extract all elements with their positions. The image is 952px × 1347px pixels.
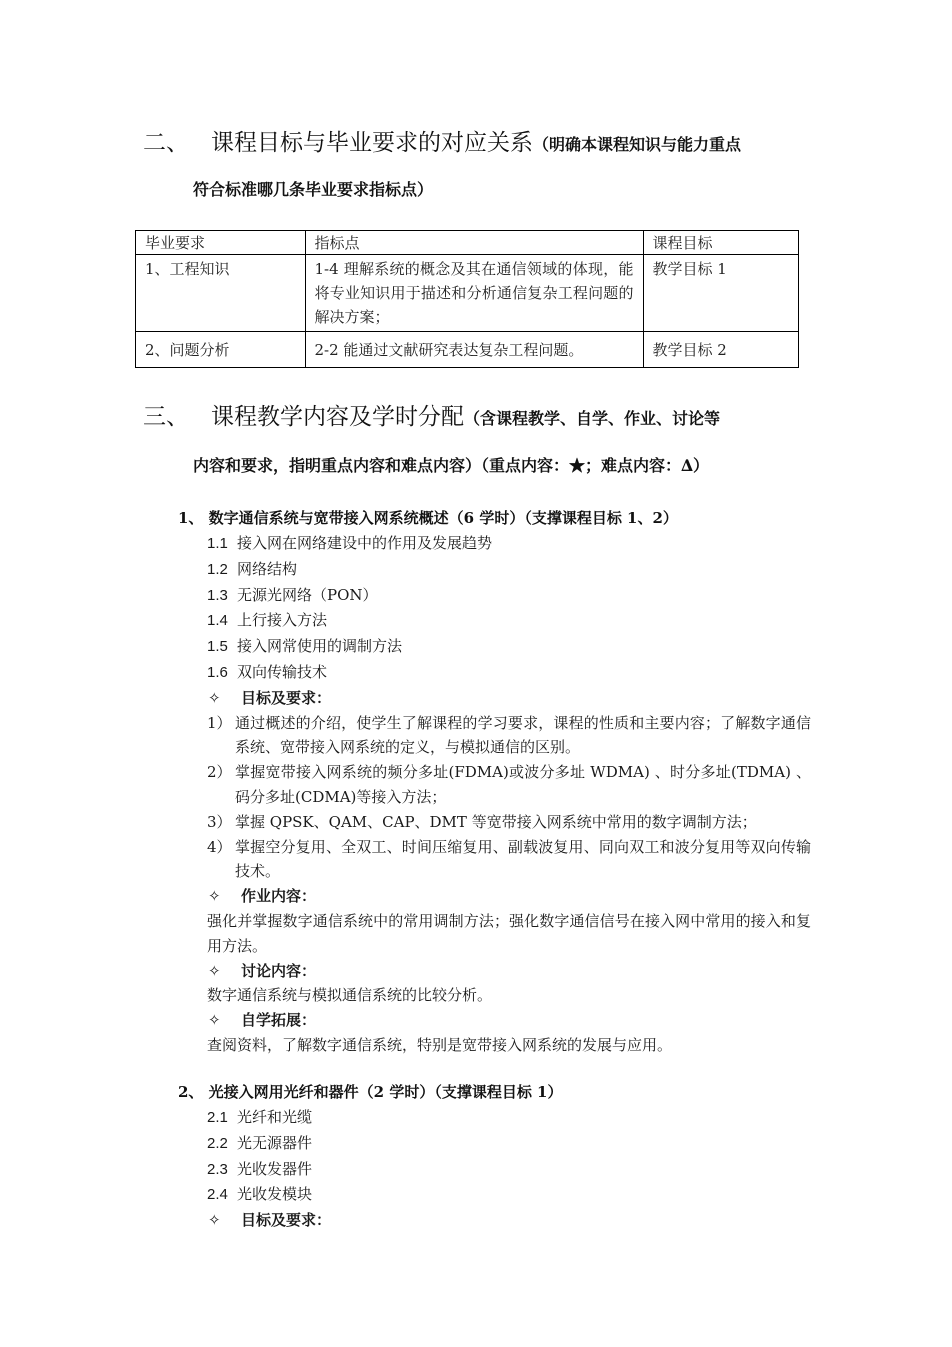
diamond-bullet-icon: ✧: [208, 1011, 221, 1030]
list-item: 1.2 网络结构: [207, 559, 298, 578]
list-item: 1.1 接入网在网络建设中的作用及发展趋势: [207, 534, 493, 552]
chapter-2-body: [207, 1105, 811, 1233]
goal-item: 4） 掌握空分复用、全双工、时间压缩复用、副载波复用、同向双工和波分复用等双向传输技术。: [207, 837, 811, 881]
discussion-text: 数字通信系统与模拟通信系统的比较分析。: [207, 986, 493, 1005]
diamond-bullet-icon: ✧: [208, 1211, 221, 1230]
section-2-title: 课程目标与毕业要求的对应关系: [211, 130, 533, 156]
section-3-note-continued: 内容和要求，指明重点内容和难点内容）（重点内容：★；难点内容：∆）: [193, 456, 710, 475]
table-row: [136, 332, 799, 368]
goals-label: ✧ 目标及要求：: [207, 1208, 811, 1233]
section-2-number: 二、: [143, 130, 189, 156]
table-cell: 1-4 理解系统的概念及其在通信领域的体现，能将专业知识用于描述和分析通信复杂工程问题的解决方案；: [305, 255, 643, 332]
list-item: 2.2 光无源器件: [207, 1133, 313, 1152]
table-cell: 教学目标 1: [643, 255, 798, 332]
table-header-row: [136, 231, 799, 255]
list-item: 1.3 无源光网络（PON）: [207, 585, 378, 604]
list-item: 1.5 接入网常使用的调制方法: [207, 637, 403, 656]
section-3-heading: [143, 402, 823, 481]
section-2-note-continued: 符合标准哪几条毕业要求指标点）: [193, 180, 434, 199]
section-3-note: （含课程教学、自学、作业、讨论等: [464, 409, 721, 428]
homework-text: 强化并掌握数字通信系统中的常用调制方法；强化数字通信信号在接入网中常用的接入和复用方法。: [207, 911, 811, 955]
list-item: 1.6 双向传输技术: [207, 662, 328, 681]
list-item: 1.4 上行接入方法: [207, 611, 328, 630]
table-header-cell: 指标点: [305, 231, 643, 255]
section-3-title: 课程教学内容及学时分配: [211, 404, 464, 430]
goal-item: 2） 掌握宽带接入网系统的频分多址(FDMA)或波分多址 WDMA) 、时分多址(TDMA) 、码分多址(CDMA)等接入方法；: [207, 763, 811, 806]
table-cell: 1、工程知识: [136, 255, 306, 332]
table-row: [136, 255, 799, 332]
table-cell: 2、问题分析: [136, 332, 306, 368]
goal-item: 3） 掌握 QPSK、QAM、CAP、DMT 等宽带接入网系统中常用的数字调制方法；: [207, 812, 757, 831]
table-cell: 2-2 能通过文献研究表达复杂工程问题。: [305, 332, 643, 368]
list-item: 2.4 光收发模块: [207, 1185, 313, 1204]
chapter-2-heading: 2、 光接入网用光纤和器件（2 学时）（支撑课程目标 1）: [178, 1083, 563, 1101]
table-header-cell: 毕业要求: [136, 231, 306, 255]
diamond-bullet-icon: ✧: [208, 887, 221, 906]
discussion-label: ✧ 讨论内容：: [207, 959, 811, 984]
section-3-number: 三、: [143, 404, 189, 430]
diamond-bullet-icon: ✧: [208, 961, 221, 980]
table-cell: 教学目标 2: [643, 332, 798, 368]
list-item: 2.3 光收发器件: [207, 1159, 313, 1178]
section-2-heading: [143, 128, 823, 205]
goals-label: ✧ 目标及要求：: [207, 686, 811, 711]
self-study-label: ✧ 自学拓展：: [207, 1008, 811, 1033]
self-study-text: 查阅资料，了解数字通信系统，特别是宽带接入网系统的发展与应用。: [207, 1035, 673, 1054]
section-2-note: （明确本课程知识与能力重点: [533, 135, 742, 154]
homework-label: ✧ 作业内容：: [207, 884, 811, 909]
list-item: 2.1 光纤和光缆: [207, 1108, 313, 1126]
table-header-cell: 课程目标: [643, 231, 798, 255]
requirements-table: [135, 230, 799, 368]
diamond-bullet-icon: ✧: [208, 688, 221, 707]
chapter-1-heading: 1、 数字通信系统与宽带接入网系统概述（6 学时）（支撑课程目标 1、2）: [178, 509, 678, 527]
goal-item: 1） 通过概述的介绍，使学生了解课程的学习要求，课程的性质和主要内容；了解数字通信系统、宽带接入网系统的定义，与模拟通信的区别。: [207, 713, 811, 757]
chapter-1-body: [207, 531, 811, 1058]
